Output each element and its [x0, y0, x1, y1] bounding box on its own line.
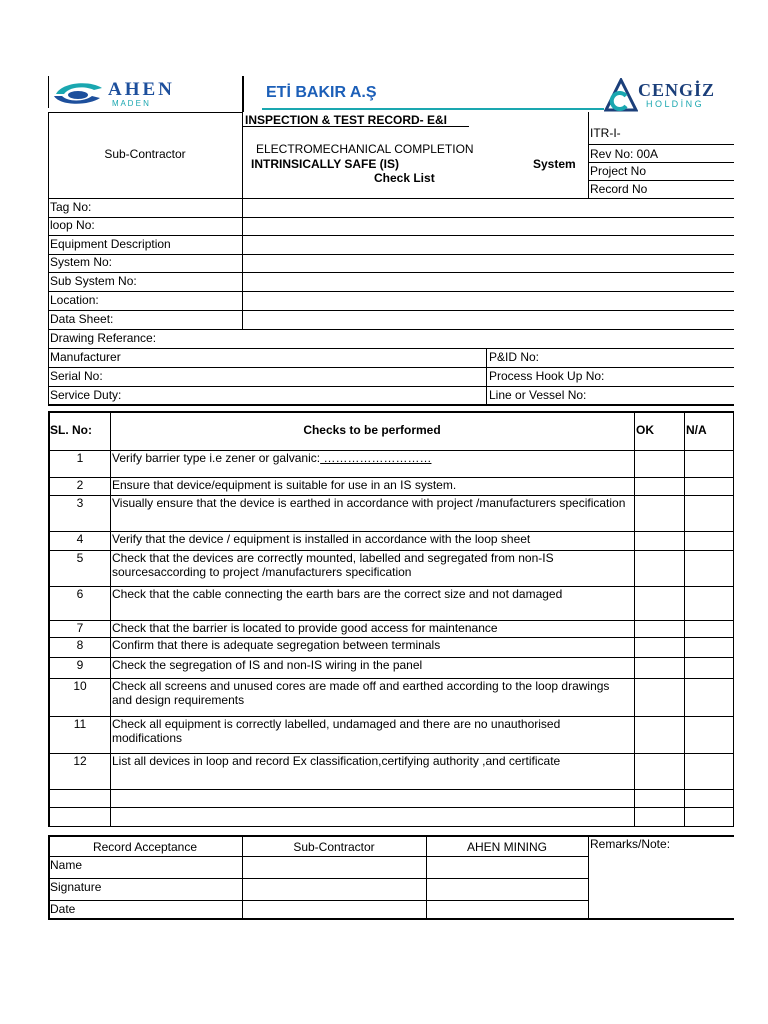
acceptance-row-label: Signature — [50, 880, 102, 894]
ok-checkbox-cell[interactable] — [635, 621, 684, 637]
info-field-value[interactable] — [243, 217, 734, 234]
rev-number: Rev No: 00A — [590, 147, 659, 161]
na-checkbox-cell[interactable] — [685, 754, 733, 770]
ahen-logo — [50, 76, 240, 110]
acceptance-row-label: Date — [50, 902, 76, 916]
check-number: 2 — [76, 478, 84, 492]
na-checkbox-cell[interactable] — [685, 638, 733, 654]
na-header: N/A — [686, 423, 707, 437]
ok-checkbox-cell[interactable] — [635, 790, 684, 806]
ahen-sign-cell[interactable] — [427, 857, 588, 877]
pair-field-right-label: Line or Vessel No: — [489, 388, 587, 402]
ok-checkbox-cell[interactable] — [635, 587, 684, 603]
info-field-label: loop No: — [50, 218, 95, 232]
check-number: 10 — [73, 679, 87, 693]
checks-header: Checks to be performed — [303, 423, 441, 437]
info-field-label: Tag No: — [50, 200, 92, 214]
check-text: Check all equipment is correctly labelled, undamaged and there are no unauthorised modifications — [112, 717, 561, 745]
project-number: Project No — [590, 164, 647, 178]
check-text: Ensure that device/equipment is suitable for use in an IS system. — [112, 478, 457, 492]
check-number: 6 — [76, 587, 84, 601]
check-text: Verify barrier type i.e zener or galvanic: ……………………… — [112, 451, 432, 465]
pair-field-left-label: Service Duty: — [50, 388, 122, 402]
completion-title: ELECTROMECHANICAL COMPLETION — [256, 142, 474, 156]
info-field-label: Sub System No: — [50, 274, 137, 288]
check-number: 4 — [76, 532, 84, 546]
ok-checkbox-cell[interactable] — [635, 679, 684, 695]
check-number: 5 — [76, 551, 84, 565]
na-checkbox-cell[interactable] — [685, 621, 733, 637]
pair-field-left-label: Serial No: — [50, 369, 103, 383]
info-field-value[interactable] — [243, 273, 734, 290]
check-text: Check that the devices are correctly mounted, labelled and segregated from non-IS sourcesaccording to project /manufacturers specification — [112, 551, 554, 579]
sub-contractor-label: Sub-Contractor — [104, 147, 186, 161]
teal-rule — [262, 108, 604, 110]
info-field-label: Equipment Description — [50, 237, 171, 251]
sl-no-header: SL. No: — [50, 423, 92, 437]
check-number: 8 — [76, 638, 84, 652]
na-checkbox-cell[interactable] — [685, 790, 733, 806]
ok-checkbox-cell[interactable] — [635, 551, 684, 567]
check-number: 12 — [73, 754, 87, 768]
na-checkbox-cell[interactable] — [685, 532, 733, 548]
cengiz-logo — [604, 78, 738, 114]
subcontractor-sign-cell[interactable] — [243, 879, 426, 899]
na-checkbox-cell[interactable] — [685, 496, 733, 512]
ok-checkbox-cell[interactable] — [635, 532, 684, 548]
remarks-label: Remarks/Note: — [590, 837, 671, 851]
ahen-sign-cell[interactable] — [427, 879, 588, 899]
subcontractor-sign-cell[interactable] — [243, 857, 426, 877]
info-field-value[interactable] — [243, 199, 734, 216]
system-label: System — [533, 157, 576, 171]
na-checkbox-cell[interactable] — [685, 808, 733, 824]
na-checkbox-cell[interactable] — [685, 451, 733, 467]
info-field-value[interactable] — [243, 236, 734, 253]
is-title: INTRINSICALLY SAFE (IS) — [251, 157, 400, 171]
check-number: 9 — [76, 658, 84, 672]
ok-checkbox-cell[interactable] — [635, 658, 684, 674]
eti-bakir-logo: ETİ BAKIR A.Ş — [266, 84, 377, 101]
check-blank-line[interactable]: ……………………… — [320, 451, 432, 465]
check-text: Check all screens and unused cores are made off and earthed according to the loop drawings and design requirements — [112, 679, 610, 707]
check-number: 7 — [76, 621, 84, 635]
cengiz-logo-text: CENGİZ — [638, 80, 716, 100]
info-field-label: Location: — [50, 293, 99, 307]
info-field-value[interactable] — [243, 254, 734, 271]
ok-checkbox-cell[interactable] — [635, 496, 684, 512]
check-list-label: Check List — [374, 171, 435, 185]
pair-field-left-label: Manufacturer — [50, 350, 121, 364]
pair-field-right-label: P&ID No: — [489, 350, 540, 364]
drawing-reference-label: Drawing Referance: — [50, 331, 157, 345]
ok-checkbox-cell[interactable] — [635, 754, 684, 770]
ok-checkbox-cell[interactable] — [635, 478, 684, 494]
check-text: Confirm that there is adequate segregation between terminals — [112, 638, 441, 652]
ahen-logo-subtext: M A D E N — [112, 99, 149, 108]
ahen-mining-header: AHEN MINING — [466, 840, 547, 854]
na-checkbox-cell[interactable] — [685, 679, 733, 695]
ok-checkbox-cell[interactable] — [635, 808, 684, 824]
check-text: Check that the cable connecting the earth bars are the correct size and not damaged — [112, 587, 563, 601]
check-text: Visually ensure that the device is earthed in accordance with project /manufacturers specification — [112, 496, 626, 510]
na-checkbox-cell[interactable] — [685, 478, 733, 494]
info-field-value[interactable] — [243, 311, 734, 328]
ok-checkbox-cell[interactable] — [635, 638, 684, 654]
check-text: Check the segregation of IS and non-IS wiring in the panel — [112, 658, 423, 672]
info-field-label: Data Sheet: — [50, 312, 114, 326]
record-title: INSPECTION & TEST RECORD- E&I — [245, 113, 448, 127]
ok-header: OK — [636, 423, 654, 437]
check-number: 11 — [73, 717, 87, 731]
sub-contractor-header: Sub-Contractor — [293, 840, 375, 854]
ahen-logo-text: AHEN — [108, 79, 175, 100]
na-checkbox-cell[interactable] — [685, 551, 733, 567]
ok-checkbox-cell[interactable] — [635, 451, 684, 467]
acceptance-row-label: Name — [50, 858, 83, 872]
check-text: List all devices in loop and record Ex classification,certifying authority ,and certificate — [112, 754, 561, 768]
check-number: 3 — [76, 496, 84, 510]
cengiz-logo-subtext: H O L D İ N G — [646, 99, 702, 109]
info-field-label: System No: — [50, 255, 113, 269]
check-text: Check that the barrier is located to provide good access for maintenance — [112, 621, 498, 635]
check-number: 1 — [76, 451, 84, 465]
na-checkbox-cell[interactable] — [685, 658, 733, 674]
itr-number: ITR-I- — [590, 126, 621, 140]
na-checkbox-cell[interactable] — [685, 717, 733, 733]
record-acceptance-header: Record Acceptance — [92, 840, 198, 854]
cengiz-emblem-icon — [604, 78, 638, 114]
na-checkbox-cell[interactable] — [685, 587, 733, 603]
ok-checkbox-cell[interactable] — [635, 717, 684, 733]
pair-field-right-label: Process Hook Up No: — [489, 369, 605, 383]
check-text: Verify that the device / equipment is installed in accordance with the loop sheet — [112, 532, 531, 546]
record-number: Record No — [590, 182, 648, 196]
info-field-value[interactable] — [243, 292, 734, 309]
